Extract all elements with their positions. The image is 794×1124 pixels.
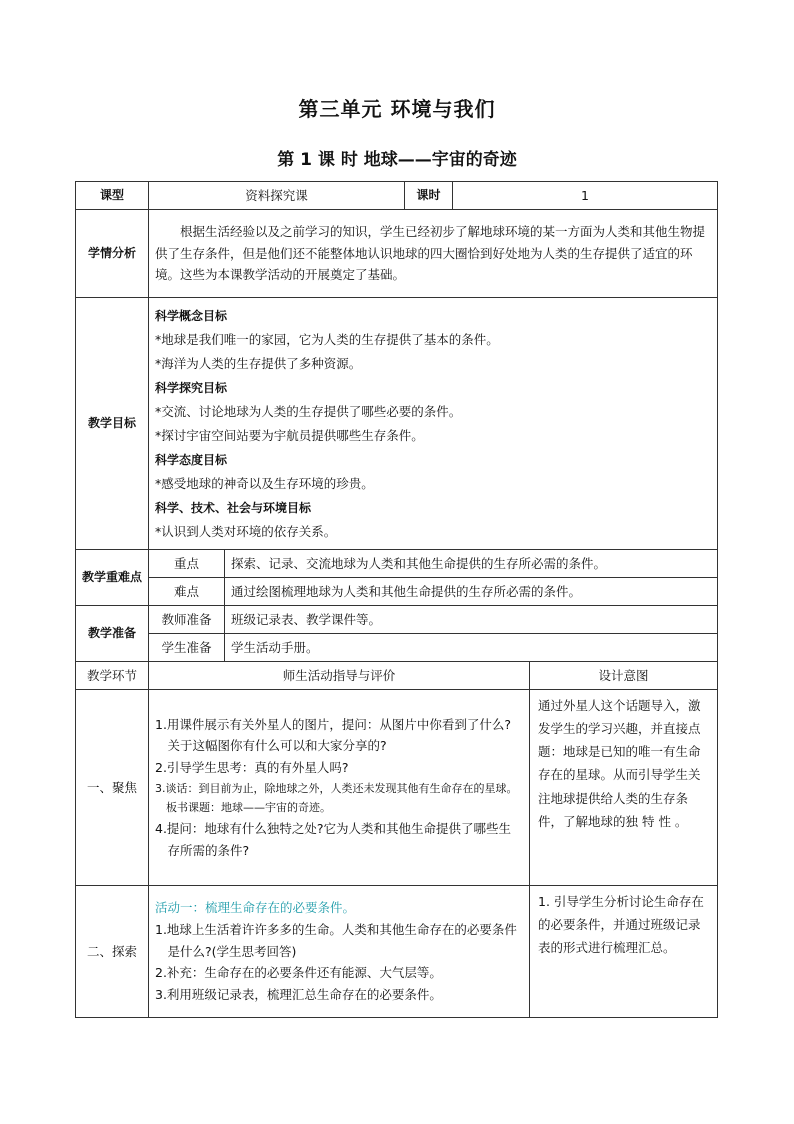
process-header-row (76, 662, 718, 690)
step-item: 1.用课件展示有关外星人的图片，提问：从图片中你看到了什么?关于这幅图你有什么可以和大家分享的? (155, 716, 512, 754)
step-item: 4.提问：地球有什么独特之处?它为人类和其他生命提供了哪些生存所需的条件? (155, 820, 512, 858)
stage1-row (76, 690, 718, 886)
teacher-prep-label: 教师准备 (149, 606, 225, 634)
step-item: 2.补充：生命存在的必要条件还有能源、大气层等。 (155, 965, 442, 981)
col-activity-header: 师生活动指导与评价 (149, 662, 530, 690)
goal-item: *地球是我们唯一的家园，它为人类的生存提供了基本的条件。 (155, 331, 499, 347)
key-difficulty-label: 教学重难点 (76, 550, 149, 606)
teacher-prep-text: 班级记录表、教学课件等。 (225, 606, 718, 634)
key-point-text: 探索、记录、交流地球为人类和其他生命提供的生存所必需的条件。 (225, 550, 718, 578)
goals-label: 教学目标 (76, 298, 149, 550)
key-point-label: 重点 (149, 550, 225, 578)
goal-item: *海洋为人类的生存提供了多种资源。 (155, 355, 362, 371)
goal-item: *感受地球的神奇以及生存环境的珍贵。 (155, 475, 374, 491)
col-intent-header: 设计意图 (530, 662, 718, 690)
student-prep-row (76, 634, 718, 662)
goal-heading: 科学态度目标 (155, 452, 228, 467)
difficulty-label: 难点 (149, 578, 225, 606)
lesson-title: 第 1 课 时 地球——宇宙的奇迹 (277, 150, 517, 170)
difficulty-row (76, 578, 718, 606)
goal-heading: 科学概念目标 (155, 308, 228, 323)
goal-heading: 科学探究目标 (155, 380, 228, 395)
goal-heading: 科学、技术、社会与环境目标 (155, 500, 312, 515)
unit-title: 第三单元 环境与我们 (298, 97, 496, 121)
stage1-steps (149, 690, 530, 886)
activity-heading: 活动一：梳理生命存在的必要条件。 (155, 899, 356, 915)
stage2-steps (149, 886, 530, 1018)
lesson-plan-table (75, 181, 718, 1018)
hours-label: 课时 (405, 182, 453, 210)
step-item: 3.谈话：到目前为止，除地球之外，人类还未发现其他有生命存在的星球。板书课题：地球——宇宙的奇迹。 (155, 782, 518, 815)
stage1-intent: 通过外星人这个话题导入，激发学生的学习兴趣，并直接点题：地球是已知的唯一有生命存在的星球。从而引导学生关注地球提供给人类的生存条件，了解地球的独 特 性 。 (530, 690, 718, 886)
stage1-label: 一、聚焦 (76, 690, 149, 886)
analysis-row (76, 210, 718, 298)
step-item: 1.地球上生活着许许多多的生命。人类和其他生命存在的必要条件是什么?(学生思考回答) (155, 921, 517, 959)
analysis-label: 学情分析 (76, 210, 149, 298)
analysis-text: 根据生活经验以及之前学习的知识，学生已经初步了解地球环境的某一方面为人类和其他生物提供了生存条件，但是他们还不能整体地认识地球的四大圈恰到好处地为人类的生存提供了适宜的环境。这些为本课教学活动的开展奠定了基础。 (149, 210, 718, 298)
goal-item: *交流、讨论地球为人类的生存提供了哪些必要的条件。 (155, 403, 462, 419)
key-point-row (76, 550, 718, 578)
goal-item: *探讨宇宙空间站要为宇航员提供哪些生存条件。 (155, 427, 424, 443)
goal-item: *认识到人类对环境的依存关系。 (155, 523, 337, 539)
goals-row (76, 298, 718, 550)
student-prep-text: 学生活动手册。 (225, 634, 718, 662)
stage2-label: 二、探索 (76, 886, 149, 1018)
hours-value: 1 (453, 182, 718, 210)
step-item: 2.引导学生思考：真的有外星人吗? (155, 760, 349, 776)
student-prep-label: 学生准备 (149, 634, 225, 662)
course-type-value: 资料探究课 (149, 182, 405, 210)
stage2-row (76, 886, 718, 1018)
course-info-row (76, 182, 718, 210)
col-stage-header: 教学环节 (76, 662, 149, 690)
difficulty-text: 通过绘图梳理地球为人类和其他生命提供的生存所必需的条件。 (225, 578, 718, 606)
prep-label: 教学准备 (76, 606, 149, 662)
teacher-prep-row (76, 606, 718, 634)
goals-list (149, 298, 718, 550)
step-item: 3.利用班级记录表，梳理汇总生命存在的必要条件。 (155, 987, 442, 1003)
course-type-label: 课型 (76, 182, 149, 210)
stage2-intent: 1. 引导学生分析讨论生命存在的必要条件，并通过班级记录表的形式进行梳理汇总。 (530, 886, 718, 1018)
